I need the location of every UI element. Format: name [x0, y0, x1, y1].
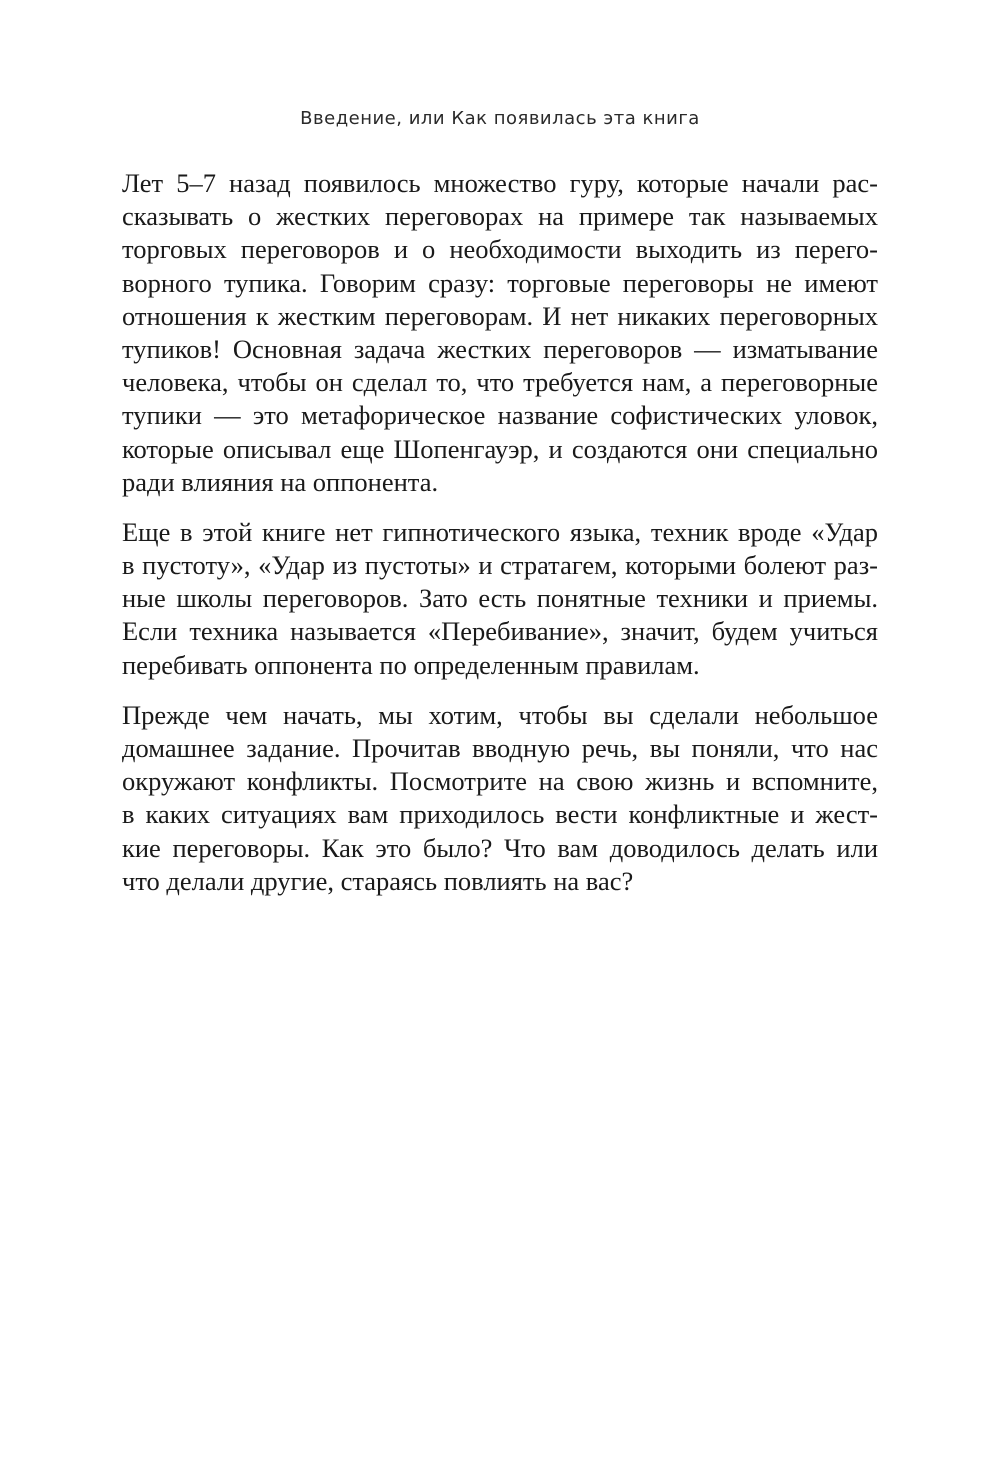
body-text — [122, 167, 878, 915]
text-line: отношения к жестким переговорам. И нет никаких переговорных — [122, 300, 878, 331]
text-line: в пустоту», «Удар из пустоты» и стратагем, которыми болеют раз- — [122, 550, 878, 581]
text-line: домашнее задание. Прочитав вводную речь, вы поняли, что нас — [122, 733, 878, 763]
text-line: ные школы переговоров. Зато есть понятные техники и приемы. — [122, 583, 878, 614]
text-line: сказывать о жестких переговорах на примере так называемых — [122, 201, 878, 232]
paragraph-2 — [122, 516, 878, 682]
paragraph-3 — [122, 699, 878, 898]
text-line: в каких ситуациях вам приходилось вести конфликтные и жест- — [122, 799, 878, 830]
text-line: тупиков! Основная задача жестких переговоров — изматывание — [122, 333, 878, 364]
text-line: ворного тупика. Говорим сразу: торговые переговоры не имеют — [122, 267, 878, 298]
text-line: человека, чтобы он сделал то, что требуется нам, а переговорные — [122, 367, 878, 398]
text-line: которые описывал еще Шопенгауэр, и создаются они специально — [122, 433, 878, 464]
text-line: перебивать оппонента по определенным правилам. — [122, 649, 700, 680]
text-line: тупики — это метафорическое название софистических уловок, — [122, 400, 878, 431]
text-line: окружают конфликты. Посмотрите на свою жизнь и вспомните, — [122, 766, 878, 797]
text-line: Если техника называется «Перебивание», значит, будем учиться — [122, 616, 878, 647]
text-line: Прежде чем начать, мы хотим, чтобы вы сделали небольшое — [122, 699, 878, 730]
text-line: ради влияния на оппонента. — [122, 466, 439, 497]
text-line: что делали другие, стараясь повлиять на вас? — [122, 865, 634, 896]
running-head: Введение, или Как появилась эта книга — [300, 108, 700, 129]
text-line: торговых переговоров и о необходимости выходить из перего- — [122, 234, 878, 265]
text-line: Еще в этой книге нет гипнотического языка, техник вроде «Удар — [122, 516, 878, 547]
paragraph-1 — [122, 167, 878, 499]
text-line: кие переговоры. Как это было? Что вам доводилось делать или — [122, 832, 878, 863]
text-line: Лет 5–7 назад появилось множество гуру, которые начали рас- — [122, 168, 878, 198]
